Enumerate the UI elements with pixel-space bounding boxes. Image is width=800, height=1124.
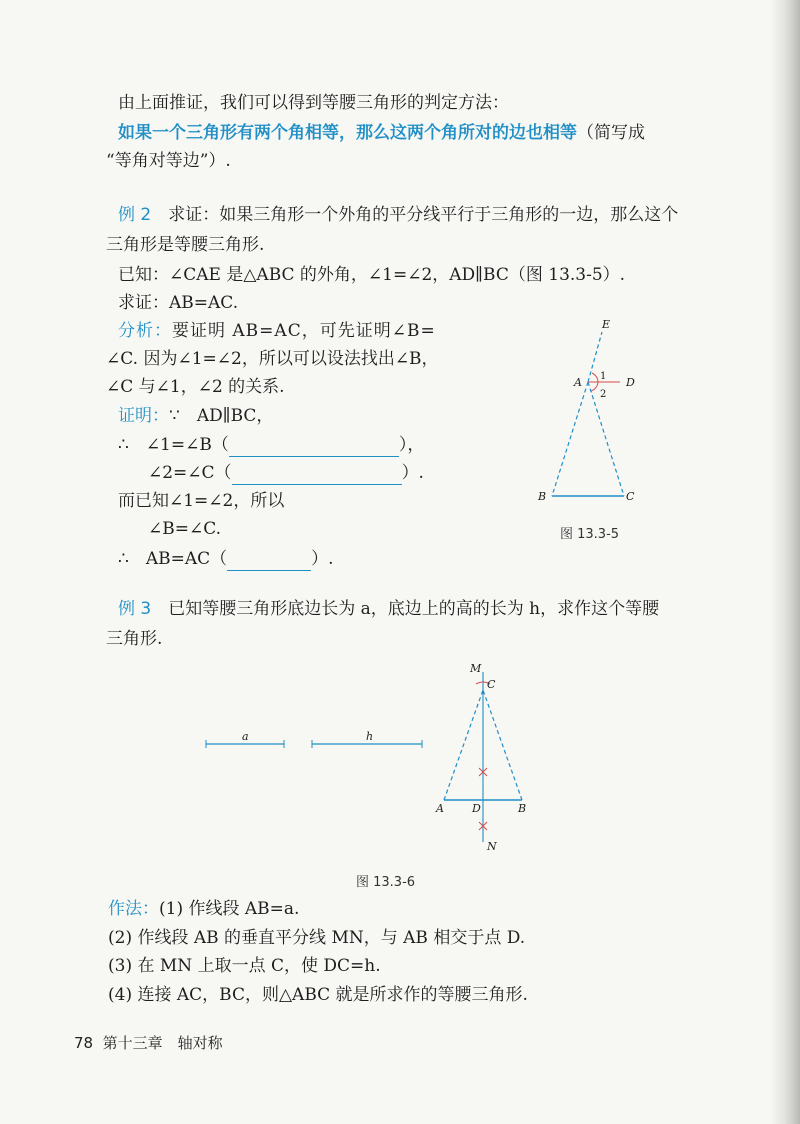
- proof-text-6a: ∴ AB=AC（: [118, 549, 228, 569]
- figure-13-3-6: [200, 660, 560, 860]
- proof-text-1: ∵ AD∥BC，: [169, 406, 274, 426]
- method-text-1: (1) 作线段 AB=a.: [159, 899, 300, 919]
- proof-line-5: ∠B=∠C.: [148, 519, 222, 539]
- page-number: 78: [74, 1034, 94, 1052]
- method-step-1: [108, 898, 299, 920]
- proof-line-1: [118, 405, 273, 427]
- rule-statement: 如果一个三角形有两个角相等，那么这两个角所对的边也相等: [118, 123, 577, 143]
- proof-text-2b: ），: [398, 435, 425, 455]
- example3-statement: [118, 598, 659, 620]
- rule-short-form: “等角对等边”）.: [106, 151, 231, 171]
- label-segment-h: h: [366, 730, 374, 743]
- proof-line-6: [118, 548, 334, 571]
- proof-label: 证明：: [118, 406, 169, 426]
- blank-2[interactable]: [232, 462, 402, 485]
- label-c2: C: [487, 678, 496, 691]
- example3-statement-1: 已知等腰三角形底边长为 a，底边上的高的长为 h，求作这个等腰: [168, 599, 660, 619]
- label-a: A: [574, 376, 582, 389]
- method-step-2: (2) 作线段 AB 的垂直平分线 MN，与 AB 相交于点 D.: [108, 928, 526, 948]
- example2-prove: 求证：AB=AC.: [118, 293, 239, 313]
- chapter-title: 第十三章 轴对称: [102, 1034, 223, 1052]
- side-bc2: [483, 690, 522, 800]
- method-step-4: (4) 连接 AC，BC，则△ABC 就是所求作的等腰三角形.: [108, 985, 528, 1005]
- figure-13-3-5: [530, 318, 650, 508]
- example2-label: 例 2: [118, 205, 152, 225]
- rule-line: [118, 122, 645, 144]
- rule-tail: （简写成: [577, 123, 645, 143]
- analysis-line-1: [118, 320, 436, 342]
- blank-3[interactable]: [227, 548, 311, 571]
- example3-label: 例 3: [118, 599, 152, 619]
- label-b: B: [538, 490, 547, 503]
- page-edge: [770, 0, 800, 1124]
- side-ab: [552, 382, 588, 496]
- blank-1[interactable]: [229, 434, 399, 457]
- label-c: C: [626, 490, 635, 503]
- example2-statement-2: 三角形是等腰三角形.: [106, 235, 265, 255]
- side-ac2: [444, 690, 483, 800]
- example2-statement-1: 求证：如果三角形一个外角的平分线平行于三角形的一边，那么这个: [168, 205, 679, 225]
- figure-13-3-5-caption: 图 13.3-5: [560, 527, 620, 542]
- proof-line-4: 而已知∠1=∠2，所以: [118, 491, 285, 511]
- analysis-line-3: ∠C 与∠1，∠2 的关系.: [106, 377, 285, 397]
- label-e: E: [602, 318, 611, 331]
- figure-13-3-6-caption: 图 13.3-6: [356, 875, 416, 890]
- proof-line-3: [148, 462, 424, 485]
- analysis-line-2: ∠C. 因为∠1=∠2，所以可以设法找出∠B，: [106, 349, 439, 369]
- intro-line: 由上面推证，我们可以得到等腰三角形的判定方法：: [118, 93, 509, 113]
- proof-line-2: [118, 434, 424, 457]
- analysis-text-1: 要证明 AB=AC，可先证明∠B=: [172, 321, 436, 341]
- example2-statement: [118, 204, 678, 226]
- label-segment-a: a: [242, 730, 249, 743]
- label-d2: D: [472, 802, 481, 815]
- label-1: 1: [600, 371, 607, 382]
- label-m: M: [470, 662, 482, 675]
- label-a2: A: [436, 802, 444, 815]
- page-footer: [74, 1032, 223, 1053]
- label-b2: B: [518, 802, 527, 815]
- example2-known: 已知：∠CAE 是△ABC 的外角，∠1=∠2，AD∥BC（图 13.3-5）.: [118, 265, 626, 285]
- proof-text-3b: ）.: [401, 463, 424, 483]
- label-n: N: [487, 840, 497, 853]
- proof-text-2a: ∴ ∠1=∠B（: [118, 435, 229, 455]
- label-2: 2: [600, 389, 607, 400]
- label-d: D: [626, 376, 635, 389]
- method-label: 作法：: [108, 899, 159, 919]
- analysis-label: 分析：: [118, 321, 172, 341]
- proof-text-3a: ∠2=∠C（: [148, 463, 232, 483]
- proof-text-6b: ）.: [311, 549, 334, 569]
- example3-statement-2: 三角形.: [106, 629, 163, 649]
- method-step-3: (3) 在 MN 上取一点 C，使 DC=h.: [108, 956, 381, 976]
